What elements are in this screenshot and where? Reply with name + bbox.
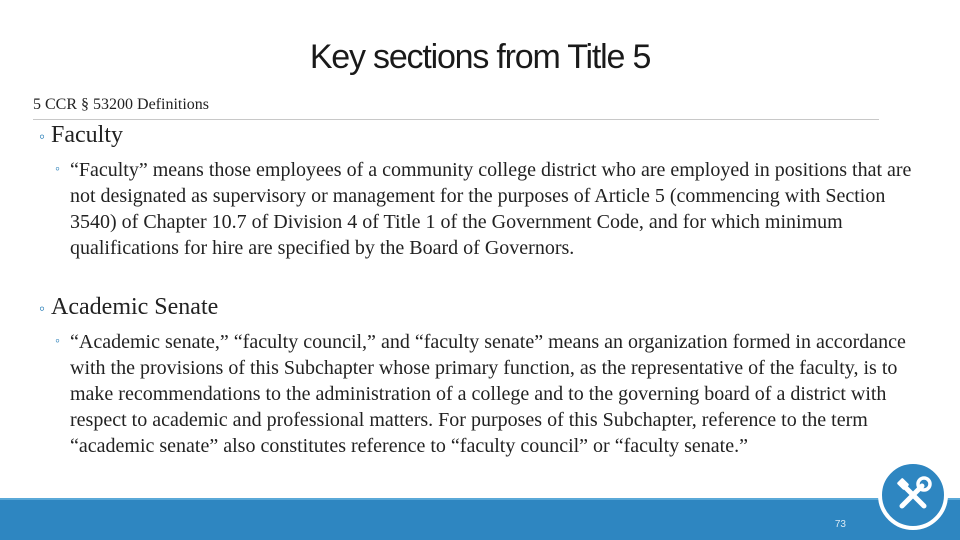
section-heading-label: Academic Senate <box>51 294 219 320</box>
circle-bullet-icon: ◦ <box>39 127 46 146</box>
divider-line <box>33 119 879 120</box>
circle-bullet-icon: ◦ <box>39 299 46 318</box>
tools-icon <box>878 460 948 530</box>
slide-title: Key sections from Title 5 <box>309 38 651 76</box>
circle-bullet-icon: ◦ <box>55 162 60 177</box>
slide-subtitle: 5 CCR § 53200 Definitions <box>33 96 210 113</box>
section-body-text: “Academic senate,” “faculty council,” and “faculty senate” means an organization formed in accordance with the provisions of this Subchapter whose primary function, as the representative of the faculty, is to make recommendations to the administration of a college and to the governing board of a district with respect to academic and professional matters. For purposes of this Subchapter, reference to the term “academic senate” also constitutes reference to “faculty council” or “faculty senate.” <box>70 331 906 457</box>
section-heading-faculty <box>39 121 123 151</box>
section-body-faculty <box>55 157 935 261</box>
section-body-academic-senate <box>55 329 935 459</box>
page-number: 73 <box>834 519 846 530</box>
circle-bullet-icon: ◦ <box>55 334 60 349</box>
section-heading-academic-senate <box>39 293 218 323</box>
footer-bar <box>0 500 960 540</box>
section-body-text: “Faculty” means those employees of a community college district who are employed in positions that are not designated as supervisory or management for the purposes of Article 5 (commencing with Section 3540) of Chapter 10.7 of Division 4 of Title 1 of the Government Code, and for which minimum qualifications for hire are specified by the Board of Governors. <box>70 159 912 259</box>
section-heading-label: Faculty <box>51 122 124 148</box>
